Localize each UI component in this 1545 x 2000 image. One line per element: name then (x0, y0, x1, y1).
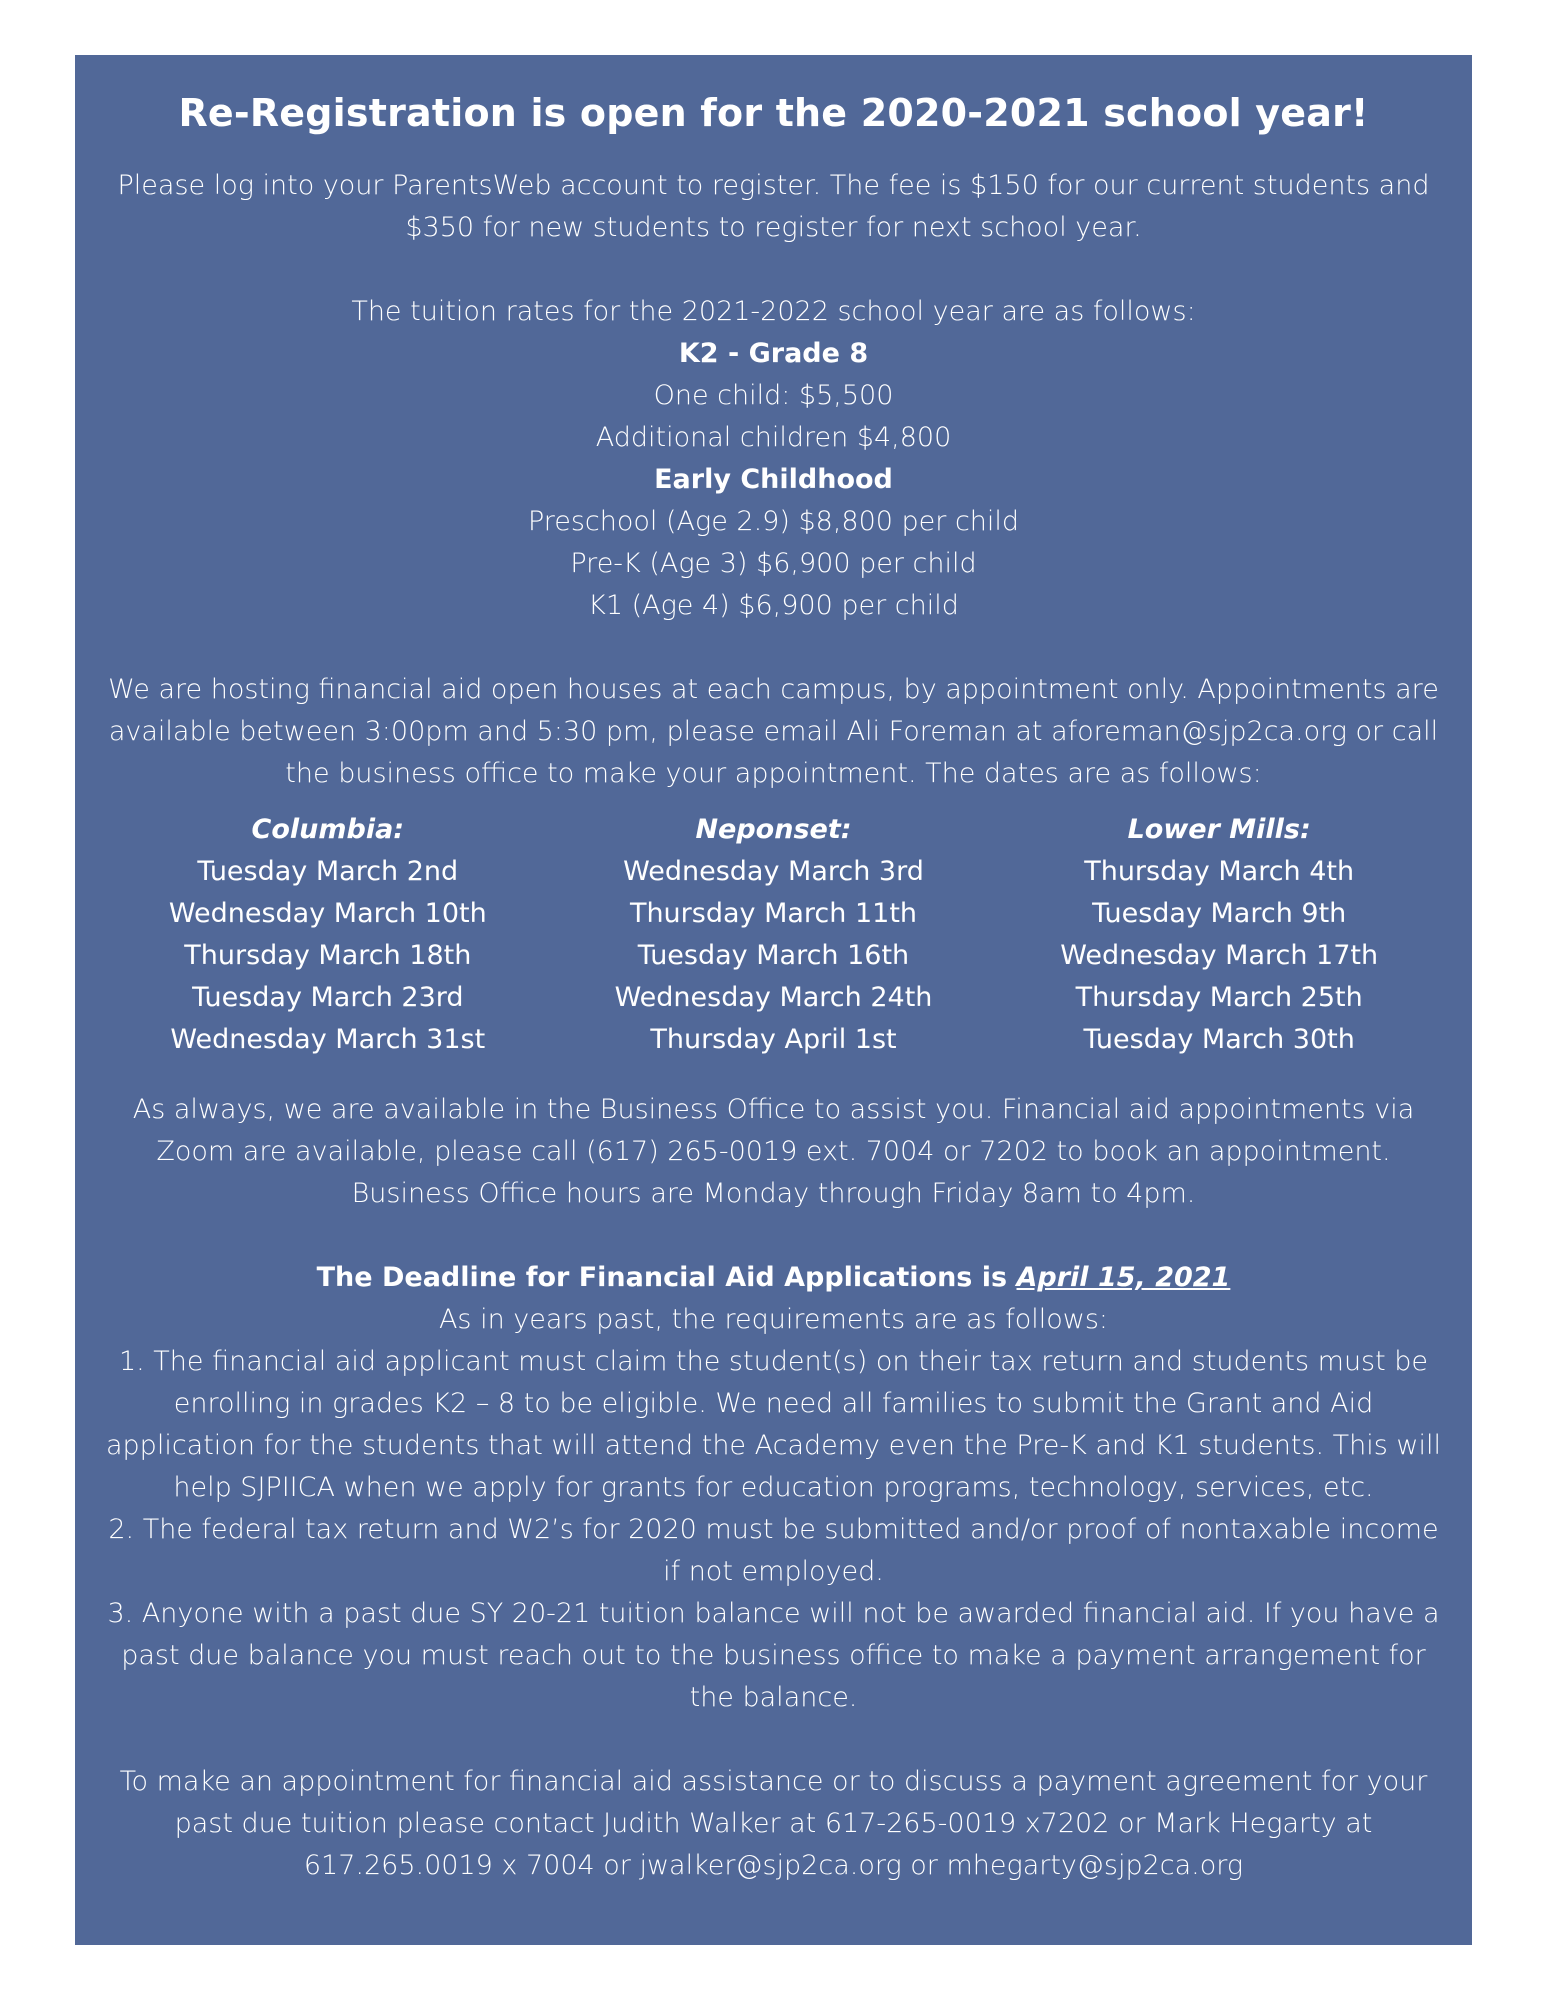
business-office-line: Zoom are available, please call (617) 265-0019 ext. 7004 or 7202 to book an appointment. (156, 1136, 1391, 1167)
campus-date: Tuesday March 16th (637, 940, 910, 971)
deadline-line: help SJPIICA when we apply for grants for education programs, technology, services, etc. (173, 1472, 1374, 1503)
campus-date: Tuesday March 30th (1083, 1024, 1355, 1055)
open-houses-line: available between 3:00pm and 5:30 pm, please email Ali Foreman at aforeman@sjp2ca.org or call (108, 716, 1439, 747)
tuition-line: Pre-K (Age 3) $6,900 per child (570, 548, 977, 579)
campus-date: Wednesday March 3rd (623, 856, 924, 887)
campus-date: Tuesday March 9th (1092, 898, 1347, 929)
campus-name: Lower Mills: (1127, 814, 1311, 845)
contact-paragraph (105, 1761, 1442, 1887)
tuition-line: K1 (Age 4) $6,900 per child (588, 590, 959, 621)
contact-line: 617.265.0019 x 7004 or jwalker@sjp2ca.org or mhegarty@sjp2ca.org (303, 1850, 1244, 1881)
deadline-line: application for the students that will attend the Academy even the Pre-K and K1 students. This will (106, 1430, 1441, 1461)
business-office-line: Business Office hours are Monday through Friday 8am to 4pm. (351, 1178, 1196, 1209)
tuition-intro: The tuition rates for the 2021-2022 school year are as follows: (351, 296, 1196, 327)
tuition-section (105, 291, 1442, 627)
page-title: Re-Registration is open for the 2020-2021 school year! (178, 91, 1369, 135)
deadline-line: 2. The federal tax return and W2’s for 2020 must be submitted and/or proof of nontaxable income (108, 1514, 1439, 1545)
campus-date: Tuesday March 2nd (197, 856, 459, 887)
campus-name: Columbia: (251, 814, 405, 845)
campus-column-lower-mills (996, 809, 1442, 1061)
deadline-line: 3. Anyone with a past due SY 20-21 tuition balance will not be awarded financial aid. If you have a (107, 1598, 1440, 1629)
deadline-line: enrolling in grades K2 – 8 to be eligible. We need all families to submit the Grant and Aid (173, 1388, 1374, 1419)
business-office-line: As always, we are available in the Business Office to assist you. Financial aid appointments via (132, 1094, 1415, 1125)
tuition-line: Additional children $4,800 (595, 422, 952, 453)
tuition-line: Preschool (Age 2.9) $8,800 per child (527, 506, 1020, 537)
campus-column-columbia (105, 809, 551, 1061)
intro-line: $350 for new students to register for next school year. (405, 212, 1142, 243)
deadline-line: past due balance you must reach out to the business office to make a payment arrangement for (121, 1640, 1426, 1671)
deadline-label: The Deadline for Financial Aid Applications is (316, 1262, 1017, 1293)
deadline-section (105, 1257, 1442, 1719)
deadline-line: the balance. (689, 1682, 858, 1713)
campus-date: Wednesday March 17th (1060, 940, 1379, 971)
flyer-panel (75, 55, 1472, 1945)
campus-name: Neponset: (695, 814, 852, 845)
campus-date: Wednesday March 24th (614, 982, 933, 1013)
open-houses-line: the business office to make your appointment. The dates are as follows: (285, 758, 1262, 789)
campus-date: Wednesday March 10th (168, 898, 487, 929)
campus-date: Thursday March 11th (629, 898, 918, 929)
deadline-line: if not employed. (663, 1556, 884, 1587)
deadline-date: April 15, 2021 (1016, 1262, 1231, 1293)
early-childhood-heading: Early Childhood (654, 464, 893, 495)
intro-paragraph (105, 165, 1442, 249)
campus-date: Thursday March 4th (1084, 856, 1355, 887)
contact-line: To make an appointment for financial aid assistance or to discuss a payment agreement for your (119, 1766, 1428, 1797)
campus-date: Thursday March 25th (1075, 982, 1363, 1013)
k2-heading: K2 - Grade 8 (678, 338, 869, 369)
intro-line: Please log into your ParentsWeb account to register. The fee is $150 for our current students and (117, 170, 1430, 201)
business-office-paragraph (105, 1089, 1442, 1215)
campus-column-neponset (551, 809, 997, 1061)
deadline-line: As in years past, the requirements are as follows: (438, 1304, 1109, 1335)
tuition-line: One child: $5,500 (653, 380, 894, 411)
campus-date: Thursday March 18th (184, 940, 472, 971)
campus-date: Wednesday March 31st (170, 1024, 486, 1055)
deadline-line: 1. The financial aid applicant must claim the student(s) on their tax return and students must be (118, 1346, 1429, 1377)
campus-schedule (105, 809, 1442, 1061)
contact-line: past due tuition please contact Judith Walker at 617-265-0019 x7202 or Mark Hegarty at (174, 1808, 1373, 1839)
open-houses-line: We are hosting financial aid open houses at each campus, by appointment only. Appointments are (108, 674, 1439, 705)
deadline-heading (105, 1257, 1442, 1299)
open-houses-paragraph (105, 669, 1442, 795)
campus-date: Tuesday March 23rd (192, 982, 464, 1013)
campus-date: Thursday April 1st (650, 1024, 897, 1055)
